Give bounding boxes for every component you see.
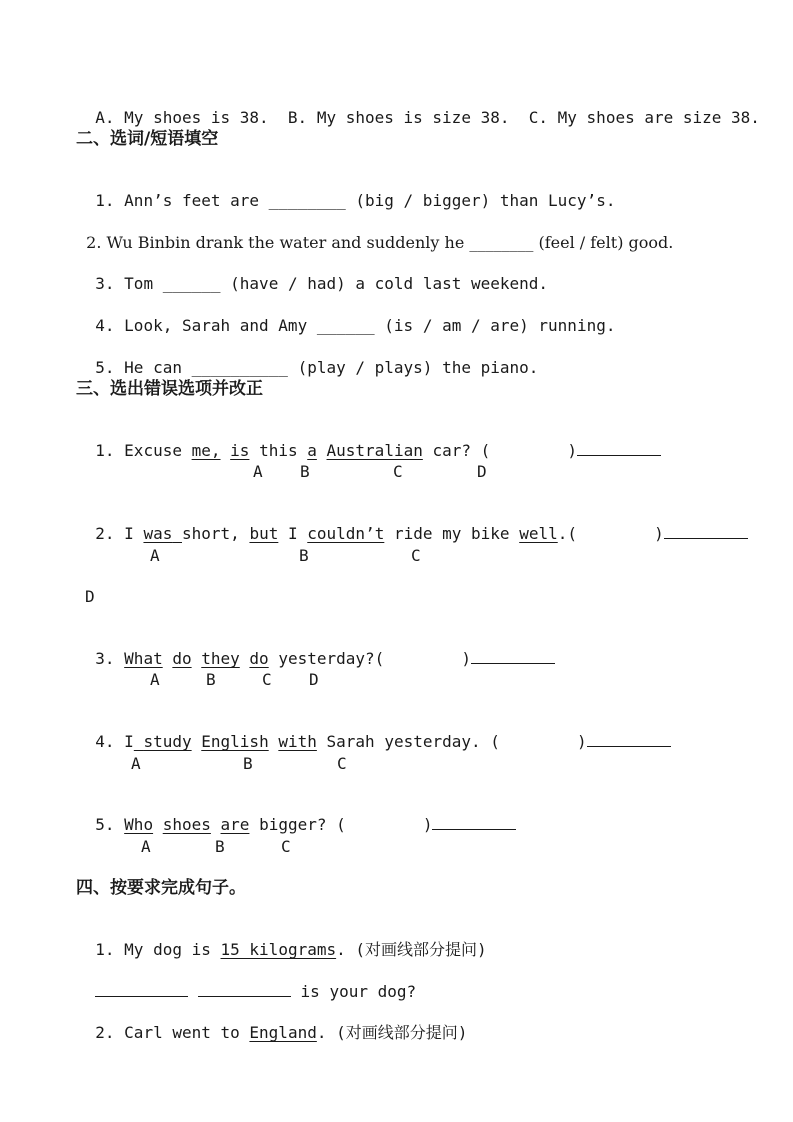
option-letter: A [131,754,141,773]
question-text: I [124,524,134,543]
question-text: Sarah yesterday. ( [326,732,500,751]
underlined-option: What [124,649,163,668]
question-number: 2. [95,1023,115,1042]
question-number: 2. [95,524,115,543]
question-text: car? ( [432,441,491,460]
question-number: 5. [95,815,115,834]
question-text: yesterday?( [278,649,385,668]
question-text: (play / plays) the piano. [297,358,539,377]
option-letter: C [393,462,403,481]
s2-question-2 [76,213,673,253]
question-number: 1. [95,191,115,210]
underlined-option: do [249,649,269,668]
option-b: B. My shoes is size 38. [287,108,510,127]
question-text: Excuse [124,441,182,460]
question-text: I [124,732,134,751]
option-letter: B [299,546,309,565]
question-number: 3. [95,274,115,293]
question-text: My dog is [124,940,211,959]
underlined-option: English [201,732,269,751]
underlined-option: do [172,649,192,668]
underlined-phrase: England [249,1023,317,1042]
question-text: is your dog? [300,982,417,1001]
section-4-heading: 四、按要求完成句子。 [76,878,246,898]
underlined-option: Australian [326,441,423,460]
question-number: 3. [95,649,115,668]
question-text: ) [422,815,433,834]
s3-question-5 [76,795,516,835]
s2-question-5 [76,338,538,378]
option-letter: D [85,587,95,606]
option-c: C. My shoes are size 38. [528,108,760,127]
s3-question-2 [76,504,748,544]
question-text: (have / had) a cold last weekend. [230,274,549,293]
underlined-option: a [307,441,317,460]
section-2-heading: 二、选词/短语填空 [76,129,219,149]
s2-question-1 [76,171,615,211]
option-letter: C [262,670,272,689]
s4-question-2 [76,1003,467,1043]
option-letter: B [300,462,310,481]
answer-blank[interactable]: ______ [316,316,375,335]
instruction-text: . (对画线部分提问) [336,940,487,959]
answer-blank[interactable] [198,982,291,997]
question-text: ) [576,732,587,751]
option-letter: D [309,670,319,689]
answer-blank[interactable]: ________ [469,233,534,252]
correction-blank[interactable] [664,524,748,539]
s2-question-4 [76,296,615,336]
option-letter: A [150,546,160,565]
answer-paren-space[interactable] [500,732,577,751]
option-letter: A [150,670,160,689]
option-letter: B [215,837,225,856]
section-3-heading: 三、选出错误选项并改正 [76,379,263,399]
underlined-option: me, [191,441,221,460]
option-letter: B [206,670,216,689]
option-letter: B [243,754,253,773]
question-text: ride my bike [393,524,510,543]
underlined-option: with [278,732,317,751]
option-letter: C [411,546,421,565]
answer-blank[interactable]: ________ [268,191,346,210]
underlined-option: was [143,524,173,543]
question-number: 4. [95,732,115,751]
correction-blank[interactable] [587,732,671,747]
question-text: He can [124,358,182,377]
question-text: ) [461,649,471,668]
question-text: Tom [124,274,154,293]
question-text: ) [654,524,664,543]
underlined-option: couldn’t [307,524,385,543]
question-text: Wu Binbin drank the water and suddenly he [106,233,465,252]
question-number: 1. [95,441,115,460]
correction-blank[interactable] [577,441,661,456]
underlined-option: are [220,815,250,834]
instruction-text: . (对画线部分提问) [316,1023,468,1042]
question-number: 4. [95,316,115,335]
question-text: (big / bigger) than Lucy’s. [355,191,616,210]
underlined-option: shoes [162,815,211,834]
correction-blank[interactable] [471,649,555,664]
s3-question-4 [76,712,671,752]
option-a: A. My shoes is 38. [95,108,269,127]
answer-blank[interactable]: ______ [162,274,221,293]
s3-question-1 [76,421,661,461]
underlined-option: Who [124,815,154,834]
option-letter: C [337,754,347,773]
question-text: Ann’s feet are [124,191,260,210]
answer-options-line [76,88,760,128]
question-text: this [259,441,298,460]
option-letter: A [253,462,263,481]
question-text: bigger? ( [259,815,346,834]
answer-paren-space[interactable] [346,815,423,834]
question-text: Carl went to [124,1023,240,1042]
question-text: ) [567,441,577,460]
correction-blank[interactable] [432,815,516,830]
question-text: short, [182,524,240,543]
option-letter: C [281,837,291,856]
s3-question-3 [76,629,555,669]
underlined-option: study [143,732,192,751]
underlined-option: well [519,524,558,543]
underlined-option: but [249,524,279,543]
answer-paren-space[interactable] [577,524,654,543]
question-text: .( [557,524,577,543]
s4-answer-line-1 [76,962,416,1002]
question-number: 2. [86,233,102,252]
s4-question-1 [76,920,487,960]
answer-paren-space[interactable] [490,441,567,460]
question-text: (feel / felt) good. [538,233,674,252]
option-letter: D [477,462,487,481]
answer-paren-space[interactable] [384,649,461,668]
underlined-option: they [201,649,240,668]
answer-blank[interactable] [95,982,188,997]
question-text: (is / am / are) running. [384,316,616,335]
question-number: 5. [95,358,115,377]
question-text: I [287,524,298,543]
answer-blank[interactable]: __________ [191,358,288,377]
underlined-option: is [230,441,250,460]
question-text: Look, Sarah and Amy [124,316,308,335]
question-number: 1. [95,940,115,959]
s2-question-3 [76,254,548,294]
option-letter: A [141,837,151,856]
underlined-phrase: 15 kilograms [220,940,337,959]
